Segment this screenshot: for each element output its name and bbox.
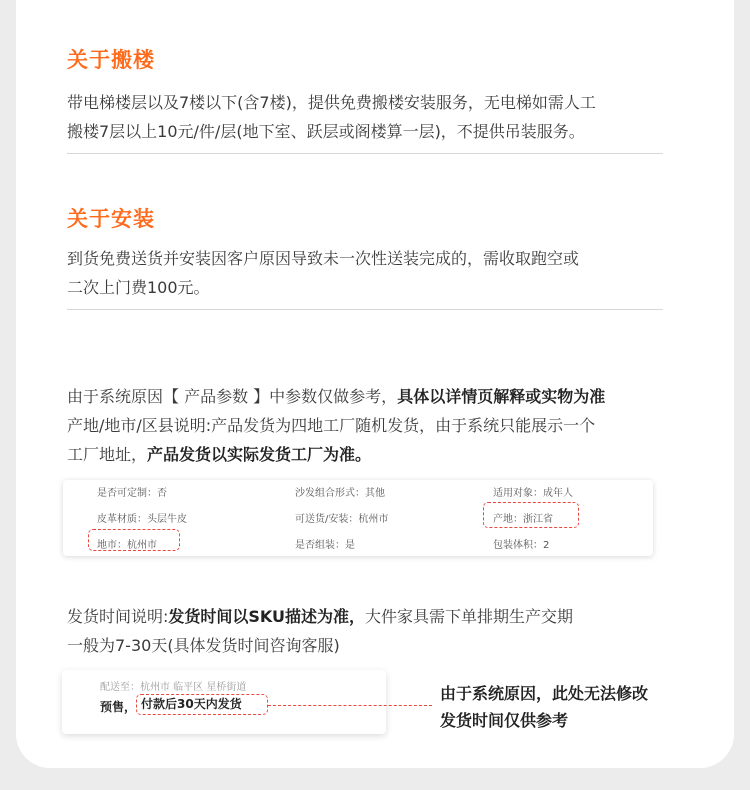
presale-label: 预售， — [100, 700, 137, 714]
spec-sofa-combo: 沙发组合形式：其他 — [295, 488, 385, 499]
divider — [67, 153, 663, 154]
callout-leader-line — [268, 705, 432, 706]
system-note-line-3-a: 工厂地址， — [67, 445, 148, 464]
moving-line-1: 带电梯楼层以及7楼以下(含7楼)，提供免费搬楼安装服务，无电梯如需人工 — [67, 93, 596, 112]
delivery-address: 配送至：杭州市 临平区 星桥街道 — [100, 682, 247, 693]
shipping-callout — [440, 680, 690, 734]
system-note-line-1-a: 由于系统原因【 产品参数 】中参数仅做参考， — [67, 387, 398, 406]
system-note — [67, 382, 707, 469]
spec-customizable: 是否可定制：否 — [97, 488, 167, 499]
shipping-line-1-a: 发货时间说明: — [67, 607, 169, 626]
spec-origin: 产地：浙江省 — [493, 514, 553, 525]
shipping-line-1-b: 发货时间以SKU描述为准， — [168, 607, 366, 626]
install-line-2: 二次上门费100元。 — [67, 278, 210, 297]
city-highlight-box — [88, 529, 180, 551]
shipping-line-1 — [67, 602, 707, 631]
install-text — [67, 244, 677, 302]
spec-target-user: 适用对象：成年人 — [493, 488, 573, 499]
callout-line-2: 发货时间仅供参考 — [440, 711, 569, 730]
moving-title: 关于搬楼 — [67, 48, 155, 72]
spec-leather: 皮革材质：头层牛皮 — [97, 514, 187, 525]
product-spec-panel — [63, 480, 653, 556]
install-title: 关于安装 — [67, 207, 155, 231]
moving-text — [67, 88, 677, 146]
shipping-time-panel — [62, 670, 386, 734]
ship-time-tag: 付款后30天内发货 — [141, 697, 242, 711]
shipping-note — [67, 602, 707, 660]
callout-line-1: 由于系统原因，此处无法修改 — [440, 684, 649, 703]
origin-highlight-box — [483, 502, 579, 528]
system-note-line-3 — [67, 440, 707, 469]
system-note-line-2: 产地/地市/区县说明:产品发货为四地工厂随机发货，由于系统只能展示一个 — [67, 416, 596, 435]
spec-delivery: 可送货/安装：杭州市 — [295, 514, 389, 525]
spec-city: 地市：杭州市 — [97, 540, 157, 551]
shipping-line-2: 一般为7-30天(具体发货时间咨询客服) — [67, 636, 340, 655]
divider — [67, 309, 663, 310]
spec-package-volume: 包装体积：2 — [493, 540, 550, 551]
ship-time-highlight-box — [136, 694, 268, 715]
system-note-line-1 — [67, 382, 707, 411]
shipping-line-1-c: 大件家具需下单排期生产交期 — [365, 607, 574, 626]
install-line-1: 到货免费送货并安装因客户原因导致未一次性送装完成的，需收取跑空或 — [67, 249, 580, 268]
spec-assembled: 是否组装：是 — [295, 540, 355, 551]
system-note-line-1-b: 具体以详情页解释或实物为准 — [397, 387, 606, 406]
moving-line-2: 搬楼7层以上10元/件/层(地下室、跃层或阁楼算一层)，不提供吊装服务。 — [67, 122, 585, 141]
system-note-line-3-b: 产品发货以实际发货工厂为准。 — [147, 445, 372, 464]
